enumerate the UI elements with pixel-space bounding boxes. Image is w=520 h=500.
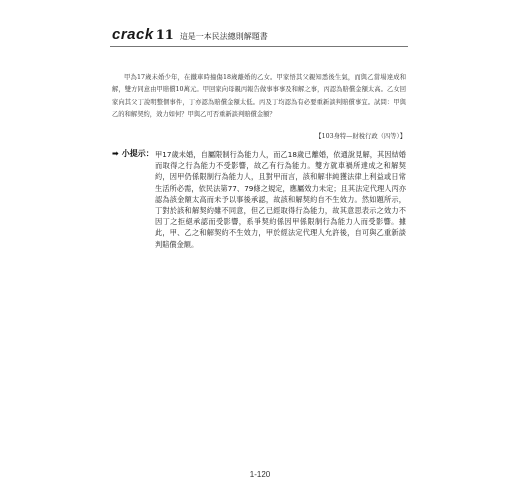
hint-label-text: 小提示： <box>121 149 154 158</box>
header-divider <box>110 46 408 47</box>
brand-number: 11 <box>155 28 174 43</box>
running-header <box>112 26 268 43</box>
arrow-right-icon: ➡ <box>112 149 119 158</box>
question-text: 甲為17歲未婚少年，在鐵車時撞傷18歲離婚的乙女。甲家悟其父親知悉後生氣，而與乙當場達成和解，雙方同意由甲賠償10萬元。甲回家向母親丙報告做事事事及和解之事，丙認為賠償金額太高。乙女回家向其父丁說明整個事件，丁亦認為賠償金額太低。丙及丁均認為有必要重新談判賠償事宜。試問：甲與乙的和解契約，效力如何？甲與乙可否重新談判賠償金額？ <box>112 74 406 119</box>
hint-text: 甲17歲未婚，自屬限制行為能力人，而乙18歲已離婚，依通說見解，其因結婚而取得之行為能力不受影響，故乙有行為能力。雙方就車禍所達成之和解契約，因甲仍係限制行為能力人，且對甲而言，該和解非純獲法律上利益或日常生活所必需，依民法第77、79條之規定，應屬效力未定；且其法定代理人丙亦認為該金額太高而未予以事後承認，故該和解契約自不生效力。然如題所示，丁對於該和解契約雖不同意，但乙已經取得行為能力，故其意思表示之效力不因丁之拒絕承認而受影響，系爭契約係因甲係限制行為能力人而受影響。據此，甲、乙之和解契約不生效力，甲於經法定代理人允許後，自可與乙重新談判賠償金額。 <box>155 150 406 249</box>
brand-logo: crack <box>112 26 154 43</box>
hint-label <box>112 148 154 159</box>
book-title: 這是一本民法總則解題書 <box>179 32 268 41</box>
page-number: 1-120 <box>249 470 271 479</box>
question-source: 【103身特—財稅行政（四等）】 <box>315 133 406 140</box>
